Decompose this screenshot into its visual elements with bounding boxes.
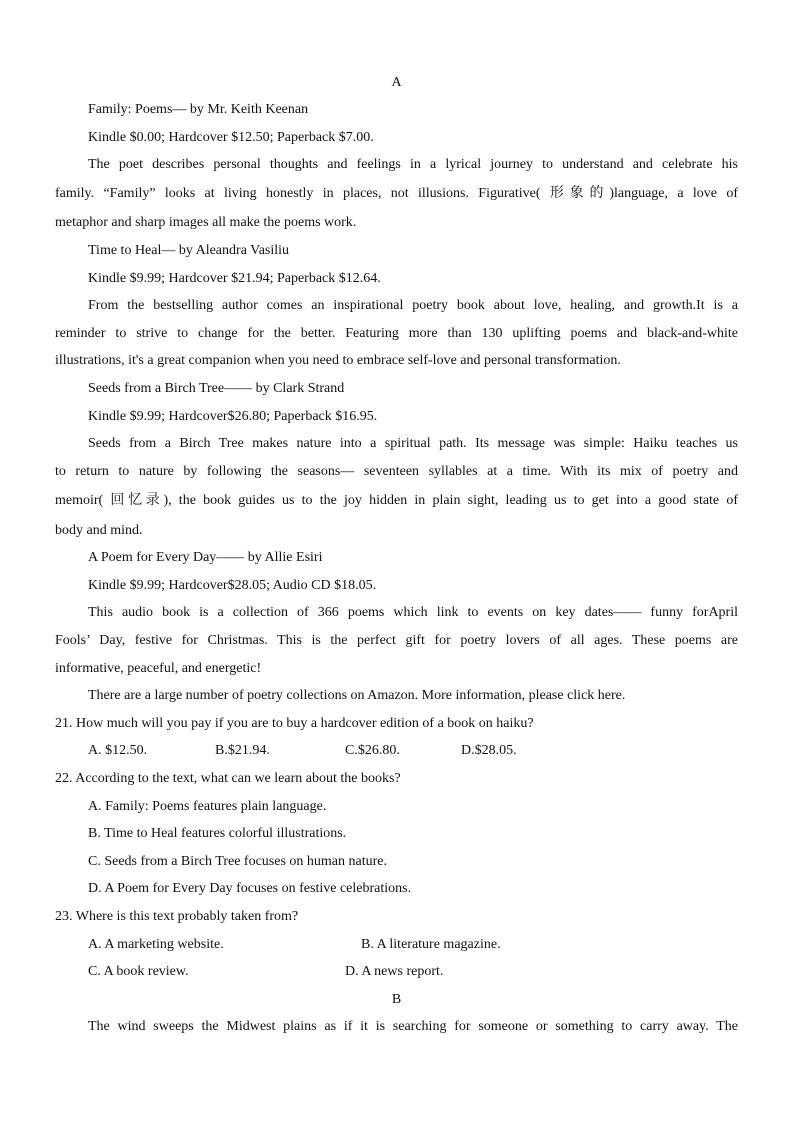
book-prices-family: Kindle $0.00; Hardcover $12.50; Paperback $7.00.: [88, 130, 374, 145]
question-22-option-b: B. Time to Heal features colorful illustrations.: [88, 826, 347, 841]
book-desc-family-line2: family. “Family” looks at living honestly in places, not illusions. Figurative( 形象的)language, a love of: [55, 186, 738, 201]
question-23-option-c: C. A book review.: [88, 964, 189, 979]
book-title-family: Family: Poems— by Mr. Keith Keenan: [88, 102, 309, 117]
question-21-option-a: A. $12.50.: [88, 743, 148, 758]
question-23-option-b: B. A literature magazine.: [361, 937, 501, 952]
section-a-heading: A: [391, 75, 402, 90]
question-21-option-d: D.$28.05.: [461, 743, 517, 758]
book-desc-time-to-heal-line3: illustrations, it's a great companion when you need to embrace self-love and personal transformation.: [55, 353, 621, 368]
question-21-stem: 21. How much will you pay if you are to buy a hardcover edition of a book on haiku?: [55, 716, 534, 731]
book-desc-poem-every-day-line3: informative, peaceful, and energetic!: [55, 661, 262, 676]
book-desc-family-line1: The poet describes personal thoughts and feelings in a lyrical journey to understand and celebrate his: [88, 157, 738, 172]
book-desc-time-to-heal-line2: reminder to strive to change for the better. Featuring more than 130 uplifting poems and black-and-white: [55, 326, 738, 341]
book-prices-seeds: Kindle $9.99; Hardcover$26.80; Paperback $16.95.: [88, 409, 378, 424]
book-prices-poem-every-day: Kindle $9.99; Hardcover$28.05; Audio CD $18.05.: [88, 578, 377, 593]
question-23-stem: 23. Where is this text probably taken from?: [55, 909, 299, 924]
book-desc-seeds-line3: memoir( 回忆录), the book guides us to the joy hidden in plain sight, leading us to get into a good state of: [55, 493, 738, 508]
book-desc-seeds-line1: Seeds from a Birch Tree makes nature into a spiritual path. Its message was simple: Haiku teaches us: [88, 436, 738, 451]
book-title-time-to-heal: Time to Heal— by Aleandra Vasiliu: [88, 243, 290, 258]
section-b-heading: B: [391, 992, 402, 1007]
book-title-seeds: Seeds from a Birch Tree—— by Clark Strand: [88, 381, 345, 396]
closing-note: There are a large number of poetry collections on Amazon. More information, please click here.: [88, 688, 626, 703]
question-22-option-c: C. Seeds from a Birch Tree focuses on human nature.: [88, 854, 387, 869]
book-title-poem-every-day: A Poem for Every Day—— by Allie Esiri: [88, 550, 323, 565]
book-desc-family-line3: metaphor and sharp images all make the poems work.: [55, 215, 357, 230]
book-desc-poem-every-day-line2: Fools’ Day, festive for Christmas. This is the perfect gift for poetry lovers of all ages. These poems are: [55, 633, 738, 648]
section-b-paragraph-line1: The wind sweeps the Midwest plains as if it is searching for someone or something to carry away. The: [88, 1019, 738, 1034]
question-23-option-a: A. A marketing website.: [88, 937, 224, 952]
book-desc-poem-every-day-line1: This audio book is a collection of 366 poems which link to events on key dates—— funny forApril: [88, 605, 738, 620]
question-21-option-c: C.$26.80.: [345, 743, 400, 758]
book-desc-time-to-heal-line1: From the bestselling author comes an inspirational poetry book about love, healing, and growth.It is a: [88, 298, 738, 313]
question-22-stem: 22. According to the text, what can we learn about the books?: [55, 771, 401, 786]
question-22-option-d: D. A Poem for Every Day focuses on festive celebrations.: [88, 881, 412, 896]
book-desc-seeds-line4: body and mind.: [55, 523, 143, 538]
book-desc-seeds-line2: to return to nature by following the seasons— seventeen syllables at a time. With its mix of poetry and: [55, 464, 738, 479]
question-21-option-b: B.$21.94.: [215, 743, 270, 758]
question-22-option-a: A. Family: Poems features plain language.: [88, 799, 327, 814]
question-23-option-d: D. A news report.: [345, 964, 444, 979]
book-prices-time-to-heal: Kindle $9.99; Hardcover $21.94; Paperback $12.64.: [88, 271, 381, 286]
